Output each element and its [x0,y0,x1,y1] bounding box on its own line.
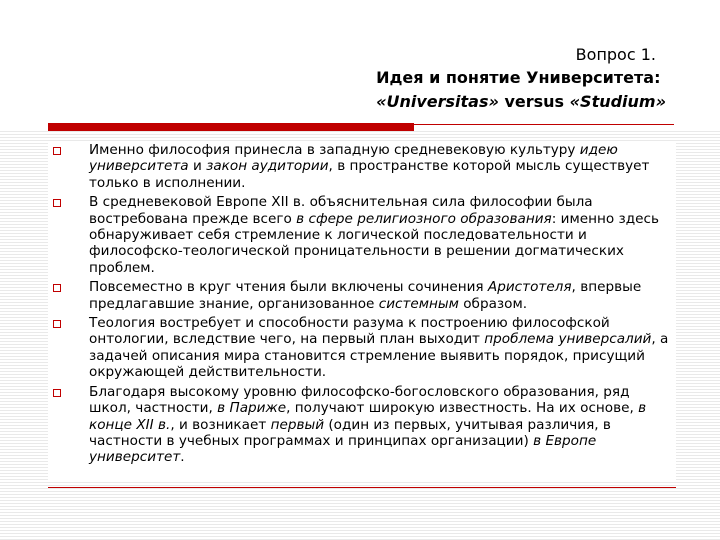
title-universitas: «Universitas» [376,92,499,111]
question-number: Вопрос 1. [575,45,656,64]
hollow-square-icon [53,389,61,397]
title-subtitle [376,90,666,114]
bullet-item-5: Благодаря высокому уровню философско-богословского образования, ряд школ, частности, в Париже, получают широкую известность. На их основе, в конце XII в., и возникает первый (один из первых, учитывая различия, в частности в учебных программах и принципах организации) в Европе университет. [48,384,676,466]
bullet-list [48,142,676,466]
accent-rule [414,124,674,125]
emphasis: идею университета [89,142,618,175]
accent-bar [48,123,414,131]
content-area [48,142,676,480]
hollow-square-icon [53,320,61,328]
title-main: Идея и понятие Университета: [376,68,661,87]
title-studium: «Studium» [569,92,666,111]
slide-title [376,44,666,114]
emphasis: Аристотеля [487,279,572,296]
bullet-item-4: Теология востребует и способности разума к построению философской онтологии, вследствие чего, на первый план выходит проблема универсалий, а задачей описания мира становится стремление выявить порядок, присущий окружающей действительности. [48,315,676,381]
hollow-square-icon [53,147,61,155]
bullet-item-2: В средневековой Европе XII в. объяснительная сила философии была востребована прежде всего в сфере религиозного образования: именно здесь обнаруживает себя стремление к логической последовательности и философско-теологической проницательности в решении догматических проблем. [48,194,676,276]
emphasis: проблема универсалий [484,331,652,348]
emphasis: закон аудитории [206,158,329,175]
title-zone [0,0,720,130]
hollow-square-icon [53,199,61,207]
emphasis: в сфере религиозного образования [296,210,552,227]
bottom-rule [48,487,676,488]
emphasis: первый [270,416,325,433]
hollow-square-icon [53,284,61,292]
emphasis: в Париже [217,400,287,417]
title-versus: versus [498,92,570,111]
emphasis: в конце XII в. [89,400,647,433]
bullet-item-3: Повсеместно в круг чтения были включены сочинения Аристотеля, впервые предлагавшие знание, организованное системным образом. [48,279,676,312]
bullet-item-1: Именно философия принесла в западную средневековую культуру идею университета и закон аудитории, в пространстве которой мысль существует только в исполнении. [48,142,676,191]
emphasis: в Европе университет [89,432,597,466]
emphasis: системным [378,295,459,312]
